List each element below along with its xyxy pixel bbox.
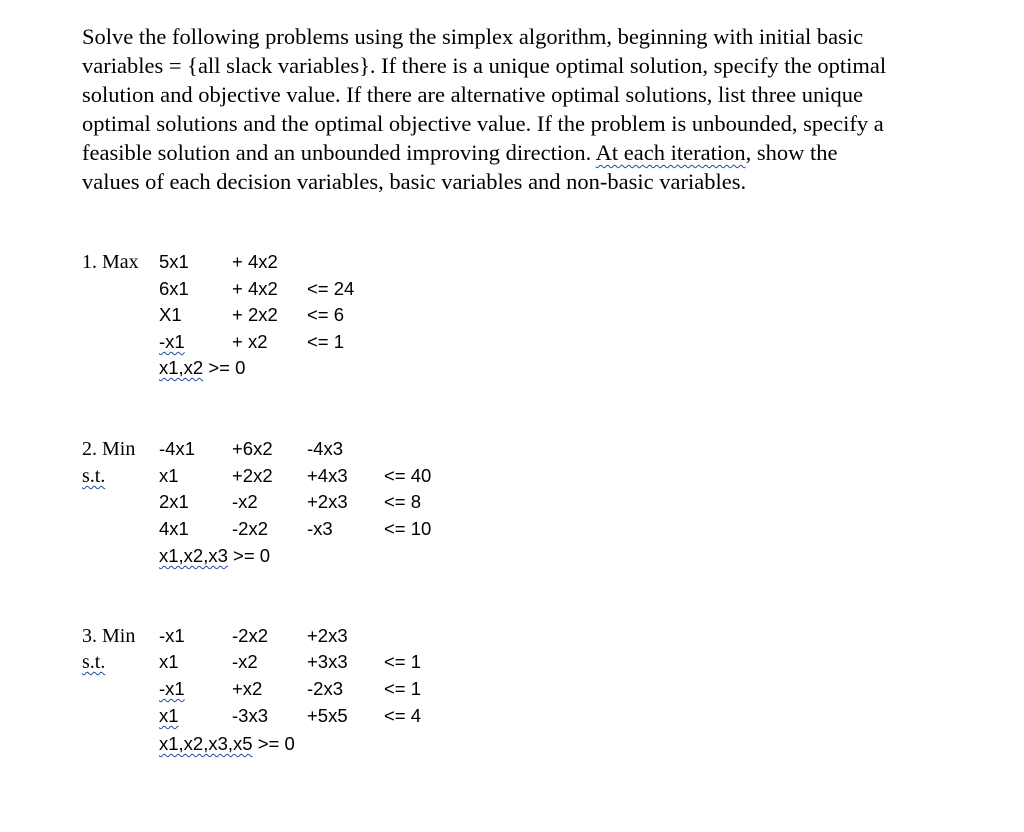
constraint-term: -x1 <box>159 331 185 352</box>
nonnegativity-relation: >= 0 <box>252 733 295 754</box>
constraint-term: -x3 <box>307 518 333 539</box>
constraint-term: 2x1 <box>159 491 189 512</box>
constraint-term: x1 <box>159 465 179 486</box>
constraint-term: 4x1 <box>159 518 189 539</box>
nonnegativity-constraint <box>159 545 270 567</box>
nonnegativity-relation: >= 0 <box>203 357 246 378</box>
constraint-term: x1 <box>159 705 179 726</box>
constraint-term: +2x2 <box>232 465 273 486</box>
instructions-line-2: variables = {all slack variables}. If there is a unique optimal solution, specify the optimal <box>82 53 887 78</box>
nonnegativity-vars: x1,x2,x3 <box>159 545 228 566</box>
constraint-term: +2x3 <box>307 491 348 512</box>
constraint-term: -2x2 <box>232 518 268 539</box>
constraint-term: -3x3 <box>232 705 268 726</box>
problem-2-label: 2. Min <box>82 438 136 460</box>
constraint-term: +4x3 <box>307 465 348 486</box>
objective-term: -2x2 <box>232 625 268 646</box>
constraint-term: X1 <box>159 304 182 325</box>
constraint-rhs: <= 6 <box>307 304 345 325</box>
constraint-term: -x1 <box>159 678 185 699</box>
nonnegativity-constraint <box>159 733 295 755</box>
constraint-term: +5x5 <box>307 705 348 726</box>
instructions-line-1: Solve the following problems using the simplex algorithm, beginning with initial basic <box>82 24 864 49</box>
instructions-line-4: optimal solutions and the optimal objective value. If the problem is unbounded, specify a <box>82 111 884 136</box>
instructions-line-6: values of each decision variables, basic variables and non-basic variables. <box>82 169 747 194</box>
objective-term: +6x2 <box>232 438 273 459</box>
constraint-rhs: <= 1 <box>307 331 345 352</box>
problem-3-label: 3. Min <box>82 625 136 647</box>
instructions-paragraph <box>82 22 1012 196</box>
spellcheck-flagged-text: At each iteration <box>595 140 746 165</box>
constraint-term: -x2 <box>232 651 258 672</box>
constraint-term: 6x1 <box>159 278 189 299</box>
nonnegativity-relation: >= 0 <box>227 545 271 566</box>
constraint-rhs: <= 1 <box>384 651 422 672</box>
subject-to-label: s.t. <box>82 465 106 487</box>
nonnegativity-constraint <box>159 357 245 379</box>
constraint-term: + x2 <box>232 331 268 352</box>
instructions-line-5 <box>82 138 1012 167</box>
instructions-line-3: solution and objective value. If there are alternative optimal solutions, list three unique <box>82 82 864 107</box>
objective-term: 5x1 <box>159 251 189 272</box>
objective-term: -4x1 <box>159 438 195 459</box>
constraint-rhs: <= 1 <box>384 678 422 699</box>
objective-term: + 4x2 <box>232 251 278 272</box>
instructions-line-5-start: feasible solution and an unbounded improving direction. <box>82 140 596 165</box>
objective-term: -4x3 <box>307 438 343 459</box>
objective-term: -x1 <box>159 625 185 646</box>
constraint-term: +x2 <box>232 678 263 699</box>
constraint-rhs: <= 8 <box>384 491 422 512</box>
constraint-rhs: <= 10 <box>384 518 432 539</box>
constraint-rhs: <= 40 <box>384 465 432 486</box>
objective-term: +2x3 <box>307 625 348 646</box>
problem-1-label: 1. Max <box>82 251 139 273</box>
constraint-term: x1 <box>159 651 179 672</box>
constraint-rhs: <= 4 <box>384 705 422 726</box>
constraint-term: + 2x2 <box>232 304 278 325</box>
constraint-term: -x2 <box>232 491 258 512</box>
nonnegativity-vars: x1,x2,x3,x5 <box>159 733 253 754</box>
constraint-term: -2x3 <box>307 678 343 699</box>
nonnegativity-vars: x1,x2 <box>159 357 204 378</box>
subject-to-label: s.t. <box>82 651 106 673</box>
instructions-line-5-end: , show the <box>745 140 838 165</box>
constraint-term: + 4x2 <box>232 278 278 299</box>
constraint-term: +3x3 <box>307 651 348 672</box>
constraint-rhs: <= 24 <box>307 278 355 299</box>
